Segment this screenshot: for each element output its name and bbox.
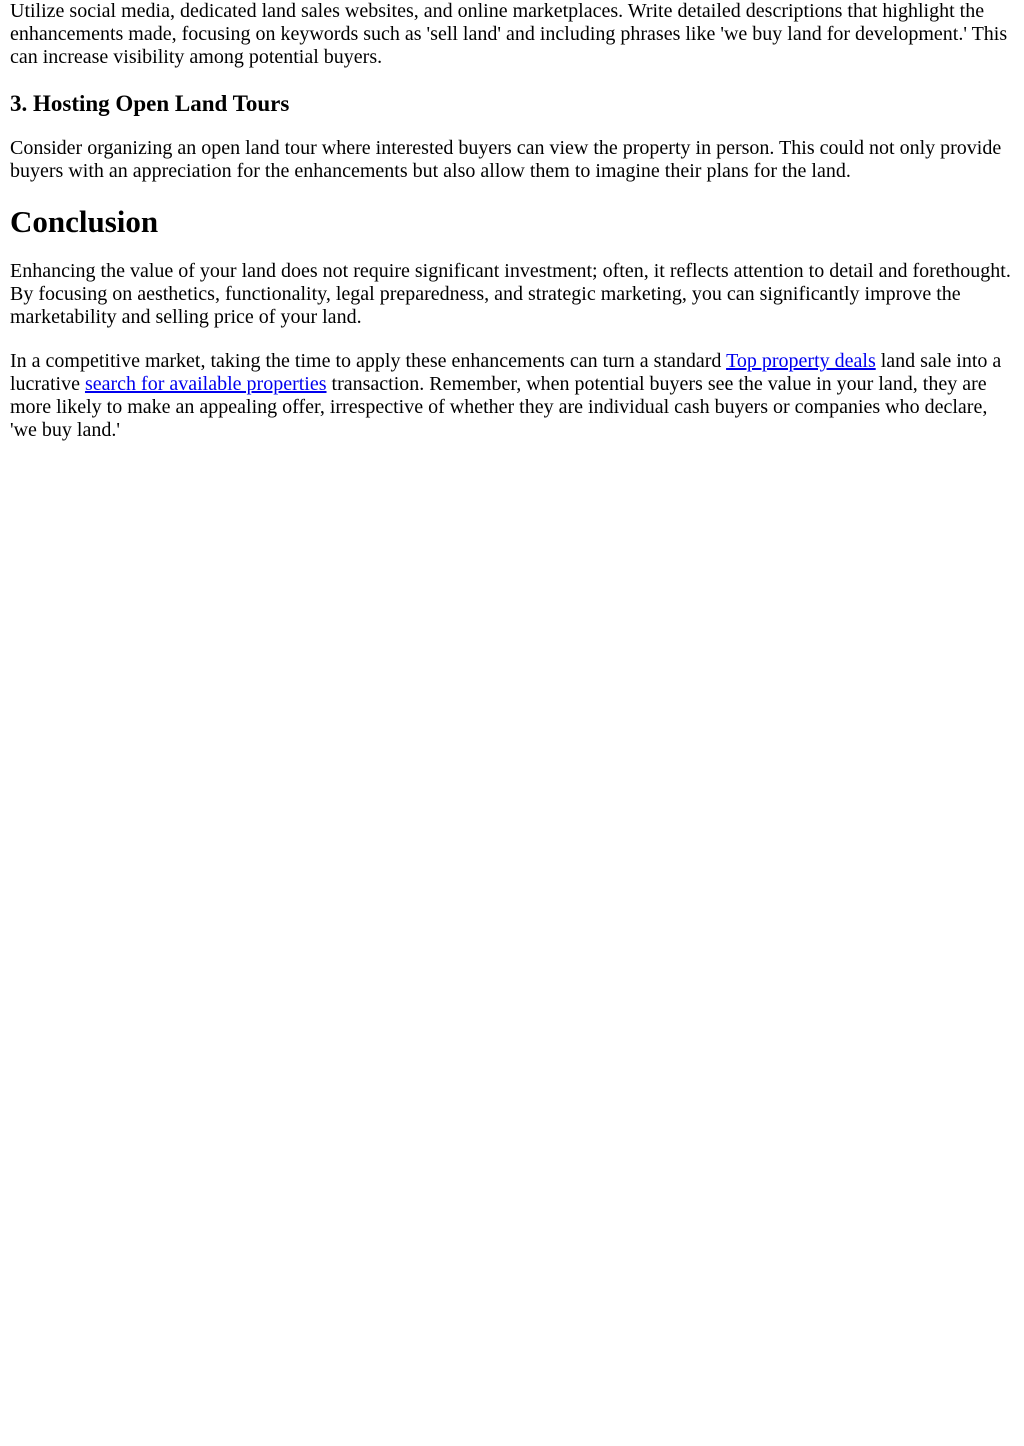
top-property-deals-link[interactable]: Top property deals	[726, 350, 876, 372]
open-land-tours-paragraph: Consider organizing an open land tour where interested buyers can view the property in person. This could not only provide buyers with an appreciation for the enhancements but also allow them to imagine their plans for the land.	[10, 137, 1002, 182]
article-body	[0, 0, 1024, 442]
intro-paragraph: Utilize social media, dedicated land sales websites, and online marketplaces. Write detailed descriptions that highlight the enhancements made, focusing on keywords such as 'sell land' and including phrases like 'we buy land for development.' This can increase visibility among potential buyers.	[10, 0, 1008, 68]
section-heading-open-land-tours: 3. Hosting Open Land Tours	[10, 91, 290, 116]
search-available-properties-link[interactable]: search for available properties	[84, 373, 327, 395]
conclusion-text-3: transaction. Remember, when potential buyers see the value in your land, they are more likely to make an appealing offer, irrespective of whether they are individual cash buyers or companies who declare, 'we buy land.'	[10, 373, 988, 441]
conclusion-paragraph-1: Enhancing the value of your land does not require significant investment; often, it reflects attention to detail and forethought. By focusing on aesthetics, functionality, legal preparedness, and strategic marketing, you can significantly improve the marketability and selling price of your land.	[10, 260, 1011, 328]
conclusion-text-2: land sale into a lucrative	[10, 350, 1002, 395]
conclusion-text-1: In a competitive market, taking the time to apply these enhancements can turn a standard	[10, 350, 727, 372]
conclusion-heading: Conclusion	[10, 204, 159, 239]
conclusion-paragraph-2	[10, 350, 1014, 442]
